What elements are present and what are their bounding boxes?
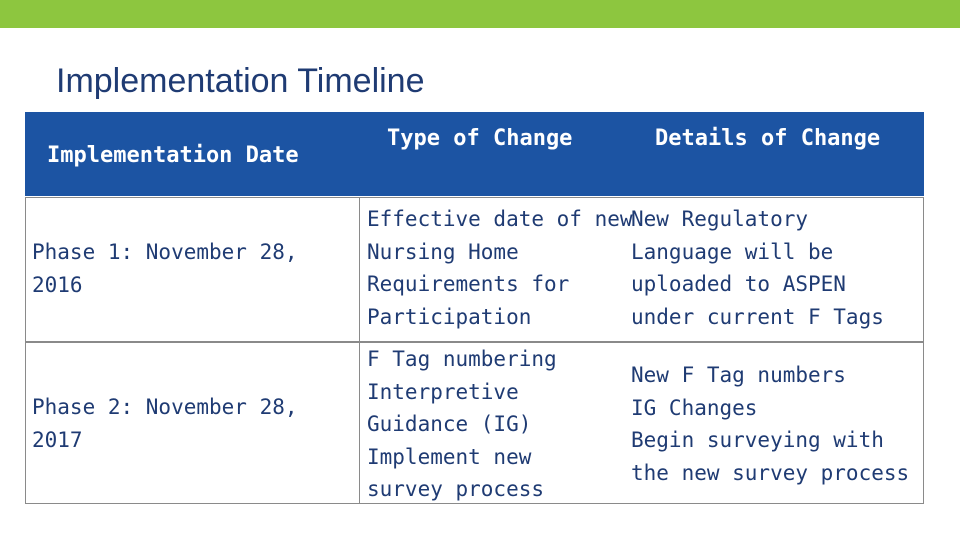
header-details-of-change: Details of Change [655,126,881,151]
top-accent-bar [0,0,960,28]
cell-line: New F Tag numbers [631,363,846,387]
row-date-cell [32,391,298,456]
cell-line: 2017 [32,427,83,452]
header-type-of-change: Type of Change [387,126,573,151]
cell-line: Interpretive [367,379,519,404]
cell-line: 2016 [32,272,83,297]
cell-line: uploaded to ASPEN [631,272,846,296]
table-row [25,197,924,342]
cell-line: the new survey process [631,460,910,485]
slide-title: Implementation Timeline [56,62,425,100]
cell-line: Nursing Home [367,239,519,264]
cell-line: F Tag numbering [367,347,557,371]
cell-line: Begin surveying with [631,428,884,452]
row-date-cell [32,236,298,301]
cell-line: Implement new [367,444,532,469]
row-type-cell [367,343,557,506]
cell-line: Phase 2: November 28, [32,395,298,419]
cell-line: Phase 1: November 28, [32,240,298,264]
cell-line: Requirements for [367,272,570,296]
row-details-cell [631,359,909,489]
cell-line: Guidance (IG) [367,412,532,436]
table-header [25,112,924,196]
row-type-cell [367,203,633,333]
column-divider [359,198,360,341]
row-details-cell [631,203,884,333]
cell-line: IG Changes [631,395,758,420]
cell-line: Language will be [631,239,834,264]
cell-line: survey process [367,477,545,501]
table-row [25,342,924,504]
cell-line: Participation [367,304,532,329]
header-implementation-date: Implementation Date [47,143,299,168]
cell-line: under current F Tags [631,304,884,329]
timeline-table [25,112,924,504]
cell-line: Effective date of new [367,207,633,231]
column-divider [359,343,360,503]
cell-line: New Regulatory [631,207,809,231]
